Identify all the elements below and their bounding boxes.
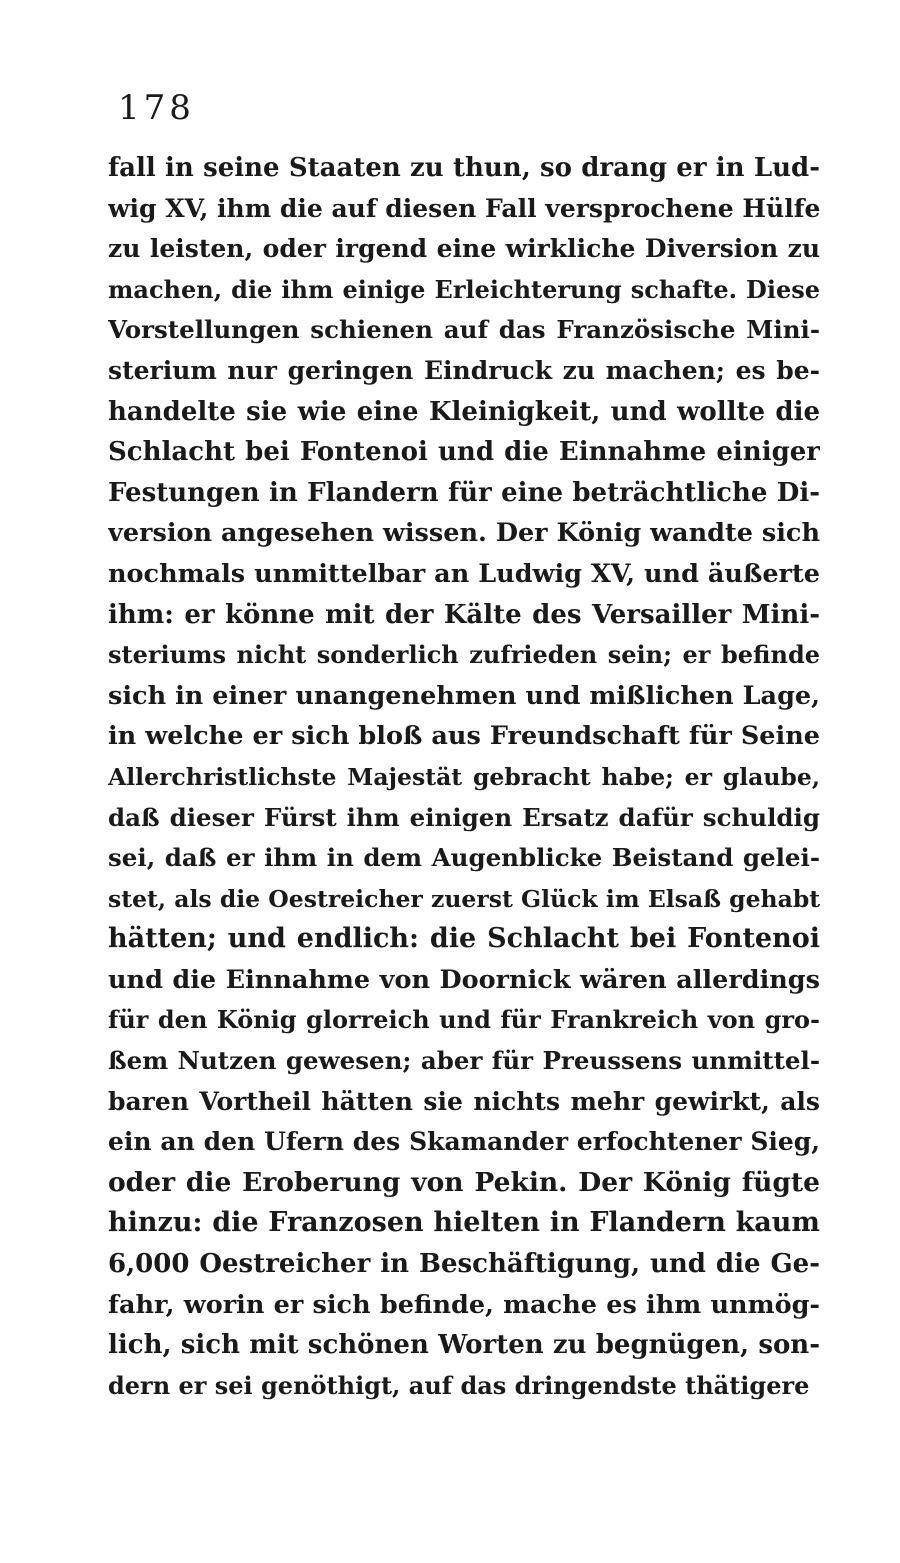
text-line: und die Einnahme von Doornick wären allerdings xyxy=(108,964,820,995)
text-line: Allerchristlichste Majestät gebracht habe; er glaube, xyxy=(108,762,820,791)
text-line: Festungen in Flandern für eine beträchtliche Di- xyxy=(108,477,820,508)
text-line: machen, die ihm einige Erleichterung schafte. Diese xyxy=(108,274,820,304)
text-line: steriums nicht sonderlich zufrieden sein; er befinde xyxy=(108,640,820,670)
text-line: Vorstellungen schienen auf das Französische Mini- xyxy=(108,315,820,345)
text-line: nochmals unmittelbar an Ludwig XV, und äußerte xyxy=(108,558,820,589)
text-line: fall in seine Staaten zu thun, so drang er in Lud- xyxy=(108,153,820,183)
text-line: dern er sei genöthigt, auf das dringendste thätigere xyxy=(108,1370,810,1400)
text-line: Schlacht bei Fontenoi und die Einnahme einiger xyxy=(108,437,820,468)
page-number: 178 xyxy=(118,88,195,128)
text-line: ßem Nutzen gewesen; aber für Preussens unmittel- xyxy=(108,1046,820,1076)
text-line: fahr, worin er sich befinde, mache es ihm unmög- xyxy=(108,1289,820,1320)
text-line: sei, daß er ihm in dem Augenblicke Beistand gelei- xyxy=(108,843,820,873)
text-line: wig XV, ihm die auf diesen Fall versprochene Hülfe xyxy=(108,193,820,223)
text-line: ein an den Ufern des Skamander erfochtener Sieg, xyxy=(108,1127,820,1157)
text-line: hinzu: die Franzosen hielten in Flandern kaum xyxy=(108,1207,820,1239)
text-line: handelte sie wie eine Kleinigkeit, und wollte die xyxy=(108,396,820,427)
text-line: version angesehen wissen. Der König wandte sich xyxy=(108,518,820,549)
text-line: ihm: er könne mit der Kälte des Versailler Mini- xyxy=(108,599,820,630)
text-line: zu leisten, oder irgend eine wirkliche Diversion zu xyxy=(108,234,820,264)
text-line: sich in einer unangenehmen und mißlichen Lage, xyxy=(108,680,820,711)
text-line: stet, als die Oestreicher zuerst Glück im Elsaß gehabt xyxy=(108,884,820,913)
text-line: sterium nur geringen Eindruck zu machen; es be- xyxy=(108,355,820,385)
text-line: hätten; und endlich: die Schlacht bei Fontenoi xyxy=(108,923,820,955)
text-line: baren Vortheil hätten sie nichts mehr gewirkt, als xyxy=(108,1086,820,1116)
text-line: oder die Eroberung von Pekin. Der König fügte xyxy=(108,1166,820,1198)
text-line: 6,000 Oestreicher in Beschäftigung, und die Ge- xyxy=(108,1249,820,1280)
body-text xyxy=(108,148,820,1406)
text-line: lich, sich mit schönen Worten zu begnügen, son- xyxy=(108,1330,820,1361)
text-line: in welche er sich bloß aus Freundschaft für Seine xyxy=(108,721,820,752)
text-line: für den König glorreich und für Frankreich von gro- xyxy=(108,1005,820,1035)
text-line: daß dieser Fürst ihm einigen Ersatz dafür schuldig xyxy=(108,802,820,832)
